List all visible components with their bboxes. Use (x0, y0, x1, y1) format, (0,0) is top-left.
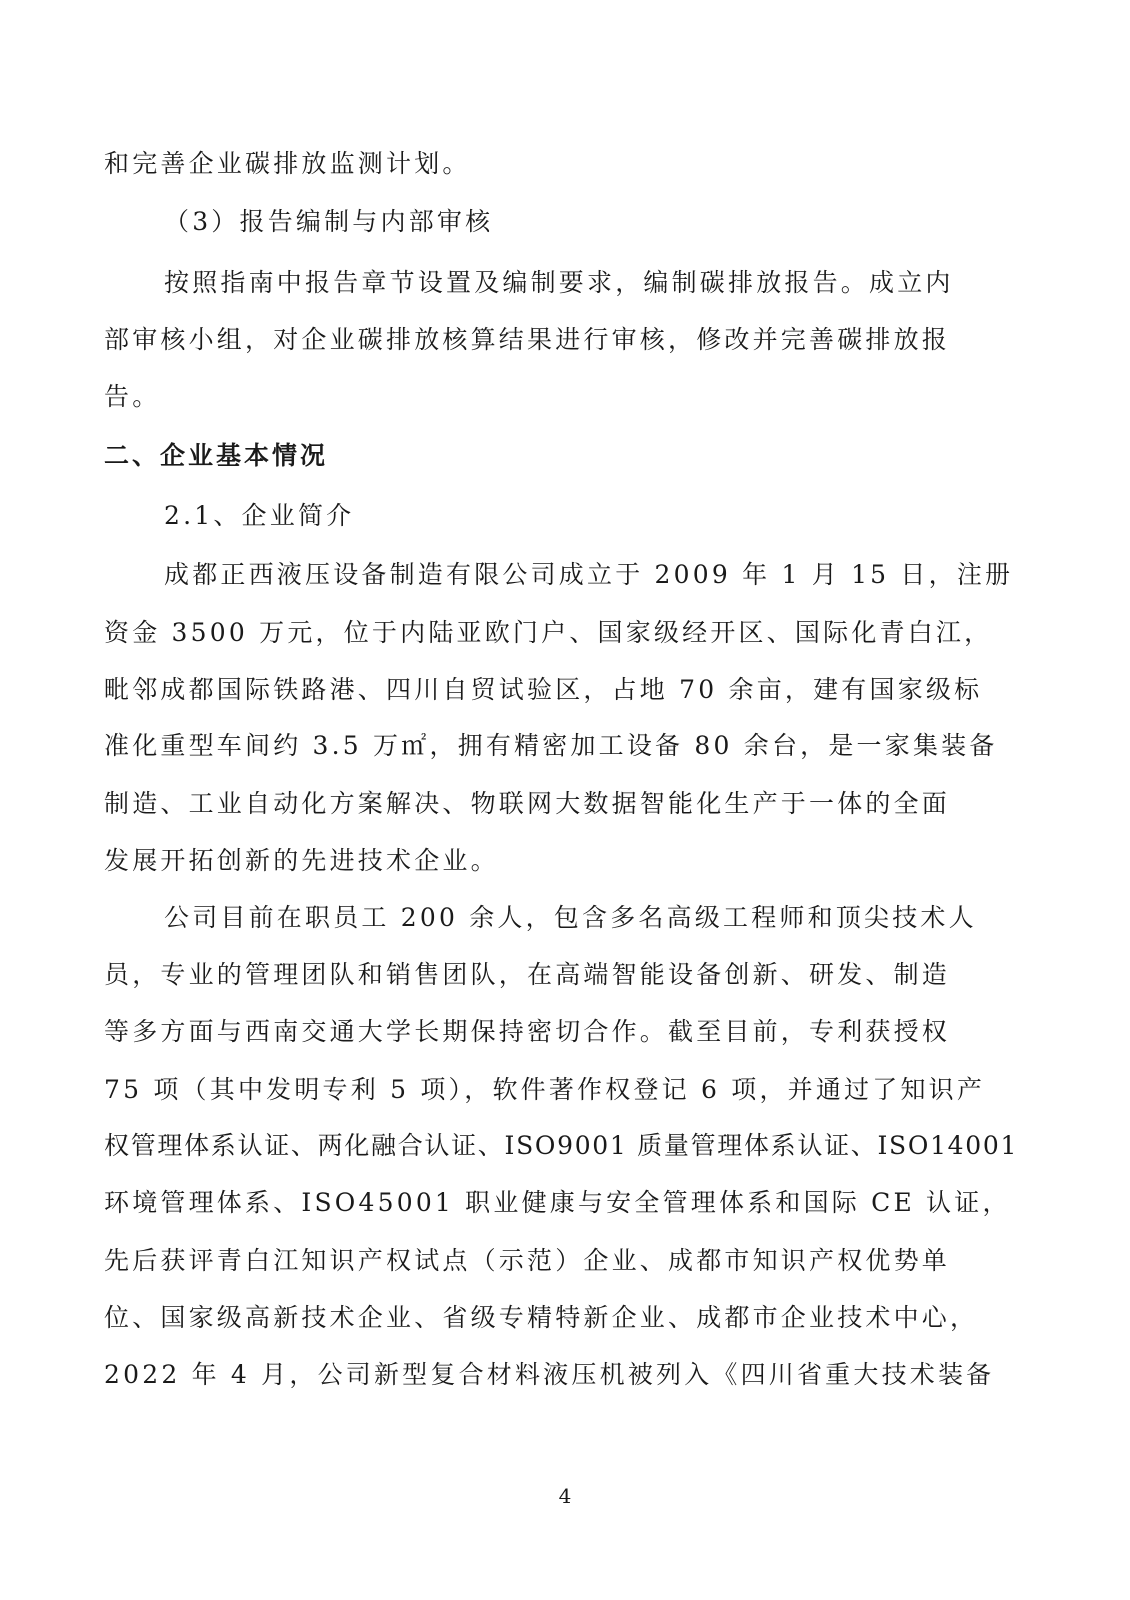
paragraph-line: 先后获评青白江知识产权试点（示范）企业、成都市知识产权优势单 (104, 1246, 951, 1275)
paragraph-line: 公司目前在职员工 200 余人，包含多名高级工程师和顶尖技术人 (164, 903, 977, 932)
paragraph-line: 环境管理体系、ISO45001 职业健康与安全管理体系和国际 CE 认证， (104, 1188, 1011, 1217)
paragraph-line: 位、国家级高新技术企业、省级专精特新企业、成都市企业技术中心， (104, 1303, 979, 1332)
paragraph-line: 等多方面与西南交通大学长期保持密切合作。截至目前，专利获授权 (104, 1017, 951, 1046)
paragraph-line: 按照指南中报告章节设置及编制要求，编制碳排放报告。成立内 (164, 268, 954, 297)
page-number: 4 (558, 1484, 572, 1508)
subsection-heading: 2.1、企业简介 (164, 501, 355, 530)
paragraph-line: 告。 (104, 382, 161, 411)
paragraph-line: 准化重型车间约 3.5 万㎡，拥有精密加工设备 80 余台，是一家集装备 (104, 731, 998, 760)
paragraph-line: 制造、工业自动化方案解决、物联网大数据智能化生产于一体的全面 (104, 789, 951, 818)
section-heading: 二、企业基本情况 (104, 441, 329, 470)
paragraph-line: 2022 年 4 月，公司新型复合材料液压机被列入《四川省重大技术装备 (104, 1360, 995, 1389)
paragraph-line: 75 项（其中发明专利 5 项），软件著作权登记 6 项，并通过了知识产 (104, 1075, 986, 1104)
subsection-heading: （3）报告编制与内部审核 (164, 207, 494, 236)
paragraph-line: 资金 3500 万元，位于内陆亚欧门户、国家级经开区、国际化青白江， (104, 618, 993, 647)
paragraph-line: 和完善企业碳排放监测计划。 (104, 149, 471, 178)
paragraph-line: 毗邻成都国际铁路港、四川自贸试验区，占地 70 余亩，建有国家级标 (104, 675, 983, 704)
paragraph-line: 发展开拓创新的先进技术企业。 (104, 846, 499, 875)
paragraph-line: 权管理体系认证、两化融合认证、ISO9001 质量管理体系认证、ISO14001 (104, 1131, 1019, 1160)
paragraph-line: 员，专业的管理团队和销售团队，在高端智能设备创新、研发、制造 (104, 960, 951, 989)
paragraph-line: 部审核小组，对企业碳排放核算结果进行审核，修改并完善碳排放报 (104, 325, 951, 354)
paragraph-line: 成都正西液压设备制造有限公司成立于 2009 年 1 月 15 日，注册 (164, 560, 1014, 589)
